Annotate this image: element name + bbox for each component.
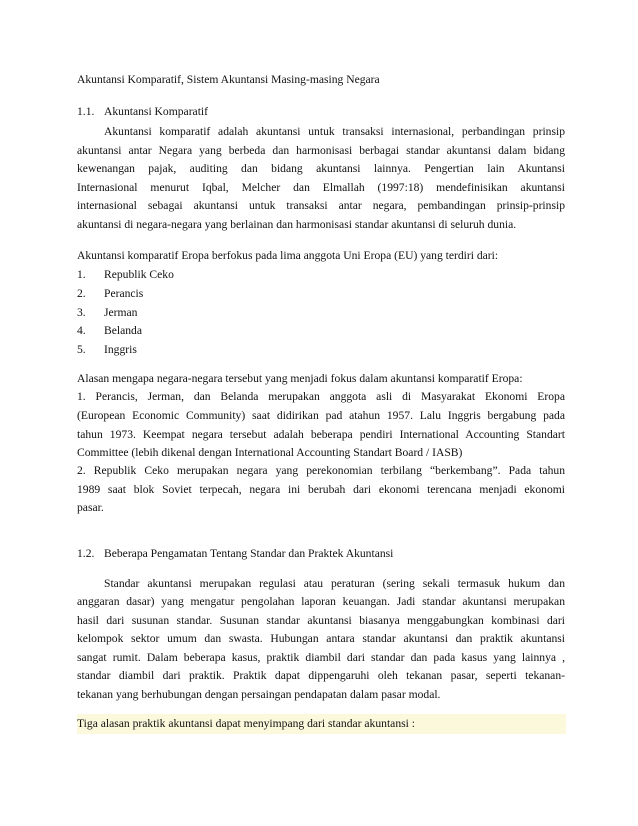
highlighted-sentence: Tiga alasan praktik akuntansi dapat menyimpang dari standar akuntansi :	[77, 717, 415, 730]
reason-1-line: Committee (lebih dikenal dengan International Accounting Standart Board / IASB)	[77, 446, 463, 459]
section-1-heading: Akuntansi Komparatif	[104, 105, 208, 118]
eu-item-text: Jerman	[104, 306, 138, 319]
eu-item-text: Republik Ceko	[104, 268, 174, 281]
eu-item-number: 5.	[77, 343, 86, 356]
reason-2-line: 1989 saat blok Soviet terpecah, negara ini berubah dari ekonomi terencana menjadi ekonomi	[77, 483, 565, 496]
document-title: Akuntansi Komparatif, Sistem Akuntansi Masing-masing Negara	[77, 73, 380, 86]
reason-1-line: (European Economic Community) saat didirikan pad atahun 1957. Lalu Inggris bergabung pada	[77, 409, 565, 422]
eu-item-text: Belanda	[104, 324, 142, 337]
section-2-line: tekanan yang berhubungan dengan persaingan pendapatan dalam pasar modal.	[77, 688, 441, 701]
reason-1-line: 1. Perancis, Jerman, dan Belanda merupakan anggota asli di Masyarakat Ekonomi Eropa	[77, 390, 565, 403]
section-1-line: Internasional menurut Iqbal, Melcher dan Elmallah (1997:18) mendefinisikan akuntansi	[77, 181, 565, 194]
eu-item-text: Perancis	[104, 287, 144, 300]
eu-item-number: 1.	[77, 268, 86, 281]
section-2-number: 1.2.	[77, 547, 95, 560]
eu-item-number: 2.	[77, 287, 86, 300]
section-1-number: 1.1.	[77, 105, 95, 118]
reasons-intro: Alasan mengapa negara-negara tersebut yang menjadi fokus dalam akuntansi komparatif Eropa:	[77, 372, 523, 385]
eu-item-number: 4.	[77, 324, 86, 337]
section-2-line: sangat rumit. Dalam beberapa kasus, praktik diambil dari standar dan pada kasus yang lainnya ,	[77, 651, 565, 664]
section-2-line: anggaran dasar) yang mengatur pengolahan laporan keuangan. Jadi standar akuntansi merupakan	[77, 595, 565, 608]
section-1-line: akuntansi di negara-negara yang berlainan dan harmonisasi standar akuntansi di seluruh dunia.	[77, 218, 517, 231]
eu-intro: Akuntansi komparatif Eropa berfokus pada lima anggota Uni Eropa (EU) yang terdiri dari:	[77, 249, 499, 262]
section-1-line: internasional sebagai akuntansi untuk transaksi antar negara, pembandingan prinsip-prinsip	[77, 199, 565, 212]
section-2-line: hasil dari susunan standar. Susunan standar akuntansi biasanya menggabungkan kombinasi dari	[77, 614, 565, 627]
reason-2-line: 2. Republik Ceko merupakan negara yang perekonomian terbilang “berkembang”. Pada tahun	[77, 464, 565, 477]
section-2-line: Standar akuntansi merupakan regulasi atau peraturan (sering sekali termasuk hukum dan	[104, 577, 565, 590]
eu-item-text: Inggris	[104, 343, 137, 356]
eu-item-number: 3.	[77, 306, 86, 319]
section-2-heading: Beberapa Pengamatan Tentang Standar dan Praktek Akuntansi	[104, 547, 394, 560]
section-2-line: kelompok sektor umum dan swasta. Hubungan antara standar akuntansi dan praktik akuntansi	[77, 632, 565, 645]
section-1-line: akuntansi antar Negara yang berbeda dan harmonisasi berbagai standar akuntansi dalam bidang	[77, 144, 565, 157]
reason-2-line: pasar.	[77, 501, 104, 514]
section-1-line: kewenangan pajak, auditing dan bidang akuntansi lainnya. Pengertian lain Akuntansi	[77, 162, 565, 175]
reason-1-line: tahun 1973. Keempat negara tersebut adalah beberapa pendiri International Accounting Standart	[77, 428, 565, 441]
section-2-line: standar diambil dari praktik. Praktik dapat dippengaruhi oleh tekanan pasar, seperti tekanan-	[77, 669, 565, 682]
section-1-line: Akuntansi komparatif adalah akuntansi untuk transaksi internasional, perbandingan prinsip	[104, 125, 565, 138]
